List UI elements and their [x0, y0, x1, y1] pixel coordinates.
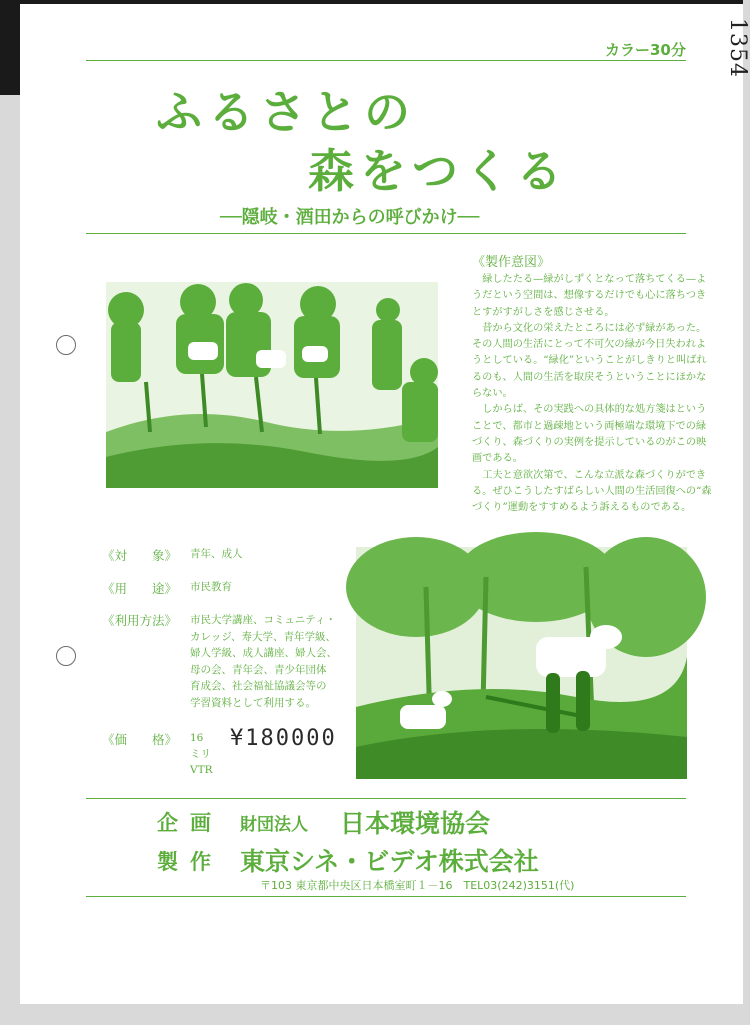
subtitle: ──隠岐・酒田からの呼びかけ── [220, 207, 480, 228]
price-format-16mm: 16ミリ [190, 732, 211, 760]
method-line: 育成会、社会福祉協議会等の [190, 680, 327, 692]
method-label: 《利用方法》 [102, 613, 178, 628]
intent-paragraph: 緑したたる—緑がしずくとなって落ちてくる—ようだという空間は、想像するだけでも心に落ちつきとすがすがしさを感じさせる。 [472, 274, 707, 318]
production-label: 製作 [157, 850, 223, 874]
photo-children-planting [106, 282, 438, 488]
usage-value: 市民教育 [190, 581, 232, 593]
company-address: 〒103 東京都中央区日本橋室町１－16 TEL03(242)3151(代) [260, 879, 575, 892]
production-intent [472, 251, 712, 516]
usage-label: 《用 途》 [102, 581, 178, 596]
punch-hole-bottom [56, 646, 76, 666]
intent-paragraph: しからば、その実践への具体的な処方箋はということで、都市と過疎地という両極端な環境下での緑づくり、森づくりの実例を提示しているのがこの映画である。 [472, 404, 707, 465]
flyer-page [20, 4, 750, 1004]
credits-rule-top [86, 798, 686, 799]
method-line: 母の会、青年会、青少年団体 [190, 663, 327, 676]
target-label: 《対 象》 [102, 548, 178, 563]
scan-edge-left [0, 0, 20, 95]
target-value: 青年、成人 [190, 548, 243, 560]
production-intent-heading: 《製作意図》 [472, 255, 551, 270]
credits-rule-bottom [86, 896, 686, 897]
price-format [190, 730, 213, 778]
top-rule [86, 60, 686, 61]
method-line: 婦人学級、成人講座、婦人会、 [190, 647, 337, 659]
photo-adults-forest [356, 547, 687, 779]
title-line-1: ふるさとの [156, 85, 416, 139]
price-value: ¥180000 [230, 726, 337, 751]
planning-org: 日本環境協会 [340, 809, 491, 838]
method-line: 市民大学講座、コミュニティ・ [190, 614, 336, 626]
method-line: 学習資料として利用する。 [190, 696, 316, 709]
intent-paragraph: 工夫と意欲次第で、こんな立派な森づくりができる。ぜひこうしたすばらしい人間の生活回復への“森づくり”運動をすすめるよう訴えるものである。 [472, 469, 712, 514]
method-value [190, 612, 337, 711]
production-org: 東京シネ・ビデオ株式会社 [240, 847, 539, 876]
method-line: カレッジ、寿大学、青年学級、 [190, 630, 337, 643]
planning-label: 企画 [157, 811, 223, 835]
title-line-2: 森をつくる [308, 144, 568, 198]
punch-hole-top [56, 335, 76, 355]
price-format-vtr: VTR [190, 764, 213, 776]
duration-badge: カラー30分 [605, 41, 686, 59]
title-rule [86, 233, 686, 234]
planning-org-prefix: 財団法人 [240, 815, 308, 835]
price-label: 《価 格》 [102, 732, 178, 747]
intent-paragraph: 昔から文化の栄えたところには必ず緑があった。その人間の生活にとって不可欠の緑が今日失われようとしている。“緑化”ということがしきりと叫ばれるのも、人間の生活を取戻そうということにほかならない。 [472, 322, 707, 400]
handwritten-catalog-number: 1354 [725, 18, 750, 78]
